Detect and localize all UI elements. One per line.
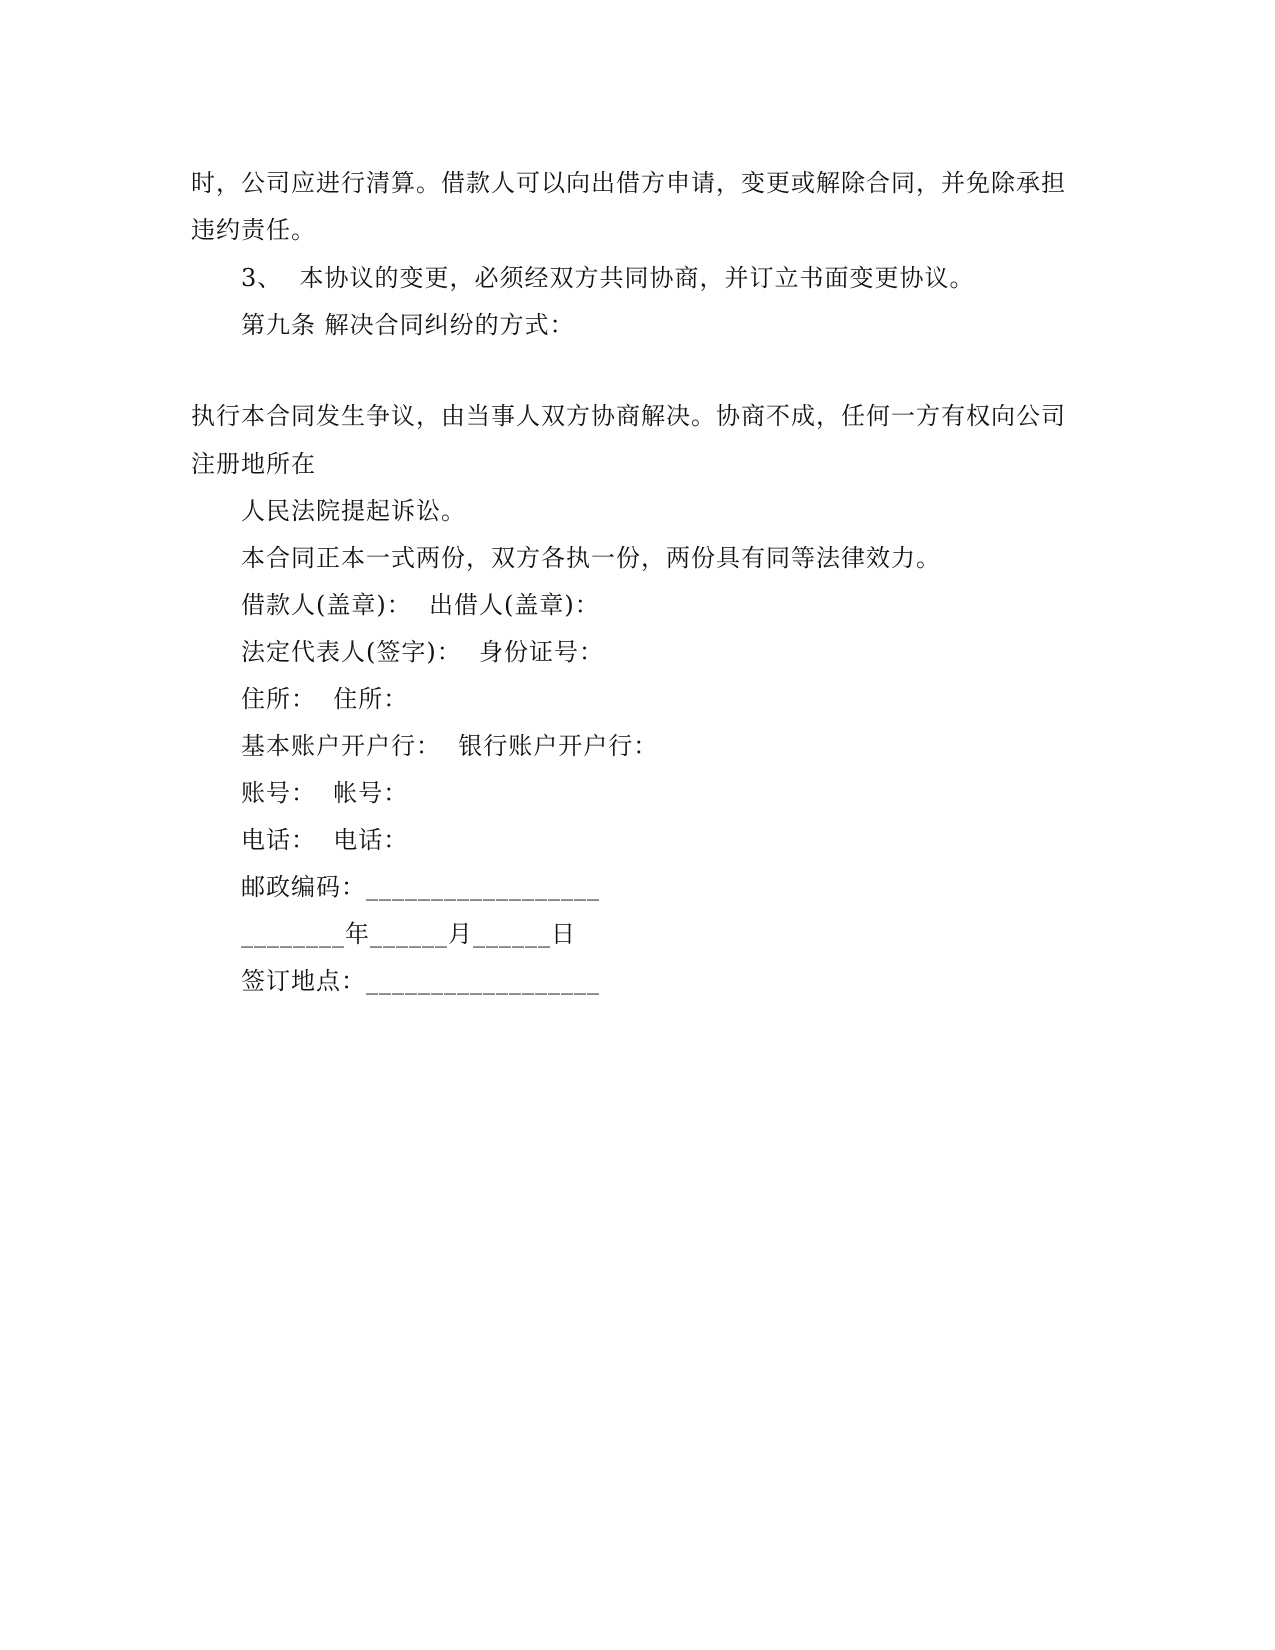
dispute-paragraph-line-1: 执行本合同发生争议，由当事人双方协商解决。协商不成，任何一方有权向公司 — [191, 402, 1066, 430]
article-9-heading: 第九条 解决合同纠纷的方式： — [241, 311, 575, 339]
postal-code-line: 邮政编码：__________________ — [241, 873, 600, 901]
phone-line: 电话： 电话： — [241, 826, 409, 854]
bank-line: 基本账户开户行： 银行账户开户行： — [241, 732, 659, 760]
dispute-paragraph-line-2: 注册地所在 — [191, 450, 316, 478]
signing-place-line: 签订地点：__________________ — [241, 967, 600, 995]
representative-line: 法定代表人(签字)： 身份证号： — [241, 638, 604, 666]
date-line: ________年______月______日 — [241, 920, 576, 948]
clause-3-amendment: 3、 本协议的变更，必须经双方共同协商，并订立书面变更协议。 — [241, 264, 975, 292]
paragraph-liquidation-line-1: 时，公司应进行清算。借款人可以向出借方申请，变更或解除合同，并免除承担 — [191, 169, 1066, 197]
dispute-paragraph-line-3: 人民法院提起诉讼。 — [241, 497, 466, 525]
copies-clause: 本合同正本一式两份，双方各执一份，两份具有同等法律效力。 — [241, 544, 941, 572]
seal-line: 借款人(盖章)： 出借人(盖章)： — [241, 591, 600, 619]
account-number-line: 账号： 帐号： — [241, 779, 409, 807]
paragraph-liquidation-line-2: 违约责任。 — [191, 216, 316, 244]
address-line: 住所： 住所： — [241, 685, 409, 713]
